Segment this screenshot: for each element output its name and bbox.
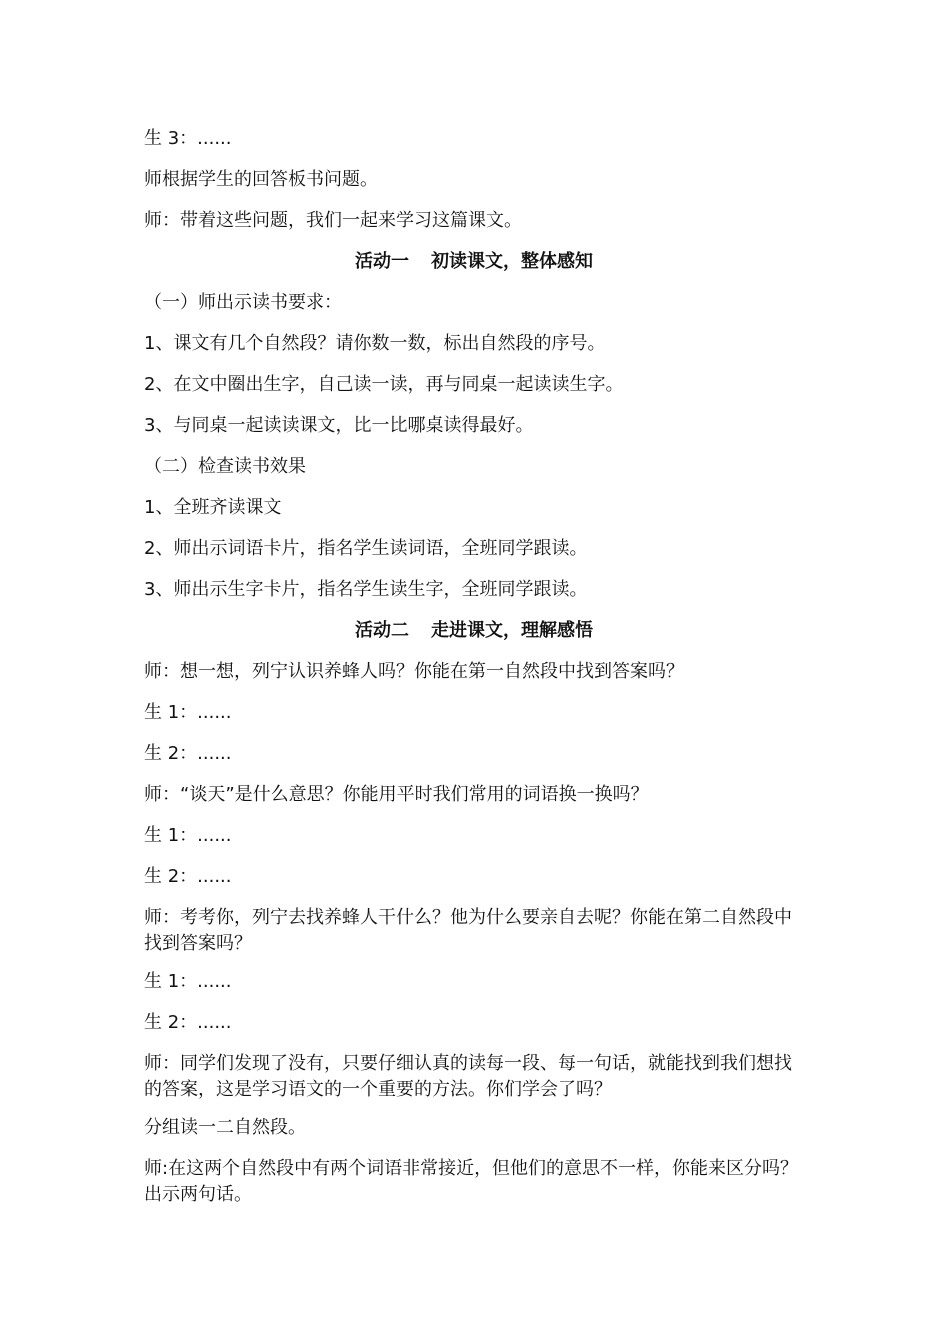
document-page [144, 126, 804, 1223]
paragraph: 生 1：...... [144, 825, 232, 846]
paragraph: 师：“谈天”是什么意思？你能用平时我们常用的词语换一换吗？ [144, 784, 649, 805]
paragraph: 2、师出示词语卡片，指名学生读词语，全班同学跟读。 [144, 538, 588, 559]
activity-label: 活动一 [355, 251, 409, 272]
paragraph: 师：同学们发现了没有，只要仔细认真的读每一段、每一句话，就能找到我们想找的答案，这是学习语文的一个重要的方法。你们学会了吗？ [144, 1053, 792, 1100]
paragraph: 生 1：...... [144, 702, 232, 723]
paragraph: 1、课文有几个自然段？请你数一数，标出自然段的序号。 [144, 333, 606, 354]
paragraph: 师：带着这些问题，我们一起来学习这篇课文。 [144, 210, 522, 231]
paragraph: 师：想一想，列宁认识养蜂人吗？你能在第一自然段中找到答案吗？ [144, 661, 684, 682]
activity-title: 走进课文，理解感悟 [431, 620, 593, 641]
paragraph: 生 2：...... [144, 866, 232, 887]
activity-heading [144, 618, 804, 644]
paragraph: 师:在这两个自然段中有两个词语非常接近，但他们的意思不一样，你能来区分吗？出示两句话。 [144, 1158, 799, 1205]
paragraph: 生 1：...... [144, 971, 232, 992]
activity-title: 初读课文，整体感知 [431, 251, 593, 272]
paragraph: 师：考考你，列宁去找养蜂人干什么？他为什么要亲自去呢？你能在第二自然段中找到答案吗？ [144, 907, 792, 954]
paragraph: 生 3：...... [144, 128, 232, 149]
paragraph: 师根据学生的回答板书问题。 [144, 169, 378, 190]
activity-label: 活动二 [355, 620, 409, 641]
paragraph: （一）师出示读书要求： [144, 292, 342, 313]
paragraph: 3、与同桌一起读读课文，比一比哪桌读得最好。 [144, 415, 534, 436]
paragraph: 3、师出示生字卡片，指名学生读生字，全班同学跟读。 [144, 579, 588, 600]
paragraph: 1、全班齐读课文 [144, 497, 282, 518]
paragraph: 生 2：...... [144, 743, 232, 764]
paragraph: 生 2：...... [144, 1012, 232, 1033]
activity-heading [144, 249, 804, 275]
paragraph: （二）检查读书效果 [144, 456, 306, 477]
paragraph: 2、在文中圈出生字，自己读一读，再与同桌一起读读生字。 [144, 374, 624, 395]
paragraph: 分组读一二自然段。 [144, 1117, 306, 1138]
